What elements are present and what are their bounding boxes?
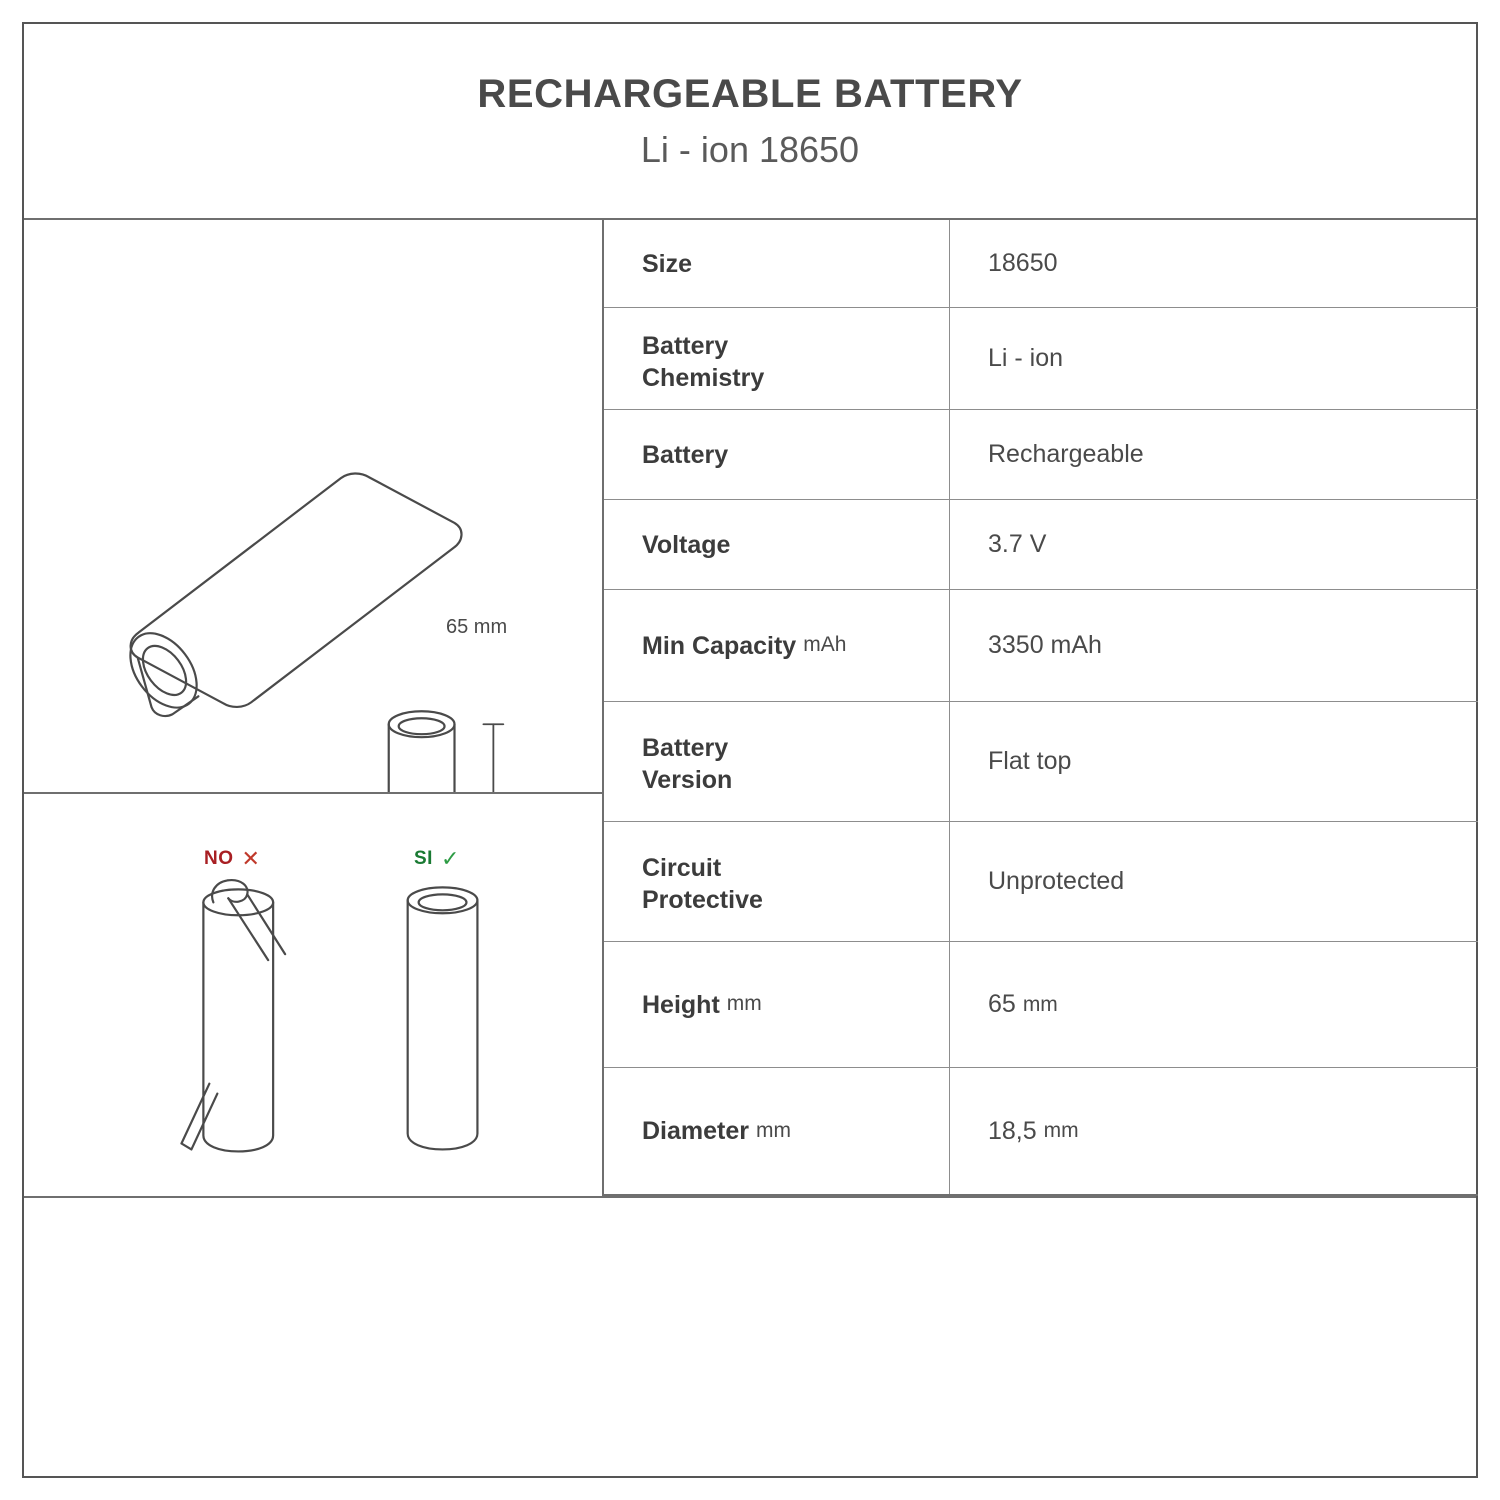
row-value-text: 3350 mAh bbox=[988, 631, 1102, 659]
table-row bbox=[604, 410, 1478, 500]
table-row bbox=[604, 500, 1478, 590]
row-value bbox=[950, 822, 1478, 941]
row-key bbox=[604, 410, 950, 499]
check-icon: ✓ bbox=[440, 846, 460, 871]
row-value-text: Unprotected bbox=[988, 867, 1125, 895]
row-key bbox=[604, 942, 950, 1067]
page-title: RECHARGEABLE BATTERY bbox=[477, 71, 1023, 116]
cross-icon: ✕ bbox=[241, 846, 261, 871]
row-value-text: 3.7 V bbox=[988, 530, 1047, 558]
row-key-text-line2: Chemistry bbox=[642, 364, 765, 392]
si-label: SI bbox=[414, 848, 433, 869]
row-value-text: Li - ion bbox=[988, 344, 1064, 372]
row-key bbox=[604, 822, 950, 941]
row-key bbox=[604, 308, 950, 409]
row-value-unit: mm bbox=[1043, 1119, 1079, 1142]
no-label: NO bbox=[204, 848, 234, 869]
row-key-unit: mAh bbox=[803, 633, 847, 657]
table-row bbox=[604, 308, 1478, 410]
row-key-unit: mm bbox=[726, 992, 762, 1016]
row-key-text-line2: Version bbox=[642, 766, 733, 794]
table-row bbox=[604, 220, 1478, 308]
specification-table bbox=[604, 220, 1478, 1196]
row-value bbox=[950, 702, 1478, 821]
row-key-text: Diameter bbox=[642, 1117, 749, 1145]
row-value-text: Rechargeable bbox=[988, 440, 1144, 468]
row-value bbox=[950, 410, 1478, 499]
row-value-text: Flat top bbox=[988, 747, 1072, 775]
row-key-text: Battery bbox=[642, 440, 729, 469]
notes-area bbox=[24, 1196, 1476, 1476]
row-value bbox=[950, 220, 1478, 307]
battery-views-drawing bbox=[24, 220, 602, 792]
row-value-text: 18,5 bbox=[988, 1116, 1037, 1145]
row-value bbox=[950, 500, 1478, 589]
row-value bbox=[950, 1068, 1478, 1194]
table-row bbox=[604, 590, 1478, 702]
table-row bbox=[604, 942, 1478, 1068]
row-value-unit: mm bbox=[1022, 992, 1058, 1016]
row-key-text-line2: Protective bbox=[642, 886, 763, 914]
row-key bbox=[604, 220, 950, 307]
row-key-text-line1: Circuit bbox=[642, 854, 722, 882]
table-row bbox=[604, 702, 1478, 822]
height-dimension-label: 65 mm bbox=[446, 616, 508, 638]
row-key-text-line1: Battery bbox=[642, 332, 729, 360]
row-key-text: Voltage bbox=[642, 530, 731, 559]
page-subtitle: Li - ion 18650 bbox=[640, 128, 860, 170]
title-block bbox=[24, 24, 1476, 220]
battery-views-panel bbox=[24, 220, 602, 794]
row-value-text: 18650 bbox=[988, 249, 1058, 277]
row-key-text: Size bbox=[642, 249, 693, 278]
row-key-unit: mm bbox=[756, 1118, 791, 1142]
row-key bbox=[604, 500, 950, 589]
table-row bbox=[604, 1068, 1478, 1196]
tabs-comparison-panel bbox=[24, 794, 602, 1196]
row-key-text: Height bbox=[642, 990, 720, 1019]
tabs-comparison-drawing bbox=[24, 794, 602, 1196]
row-key-text: Min Capacity bbox=[642, 631, 797, 660]
illustration-column bbox=[24, 220, 604, 1196]
row-value-text: 65 bbox=[988, 990, 1016, 1018]
row-value bbox=[950, 590, 1478, 701]
row-key bbox=[604, 590, 950, 701]
row-key bbox=[604, 1068, 950, 1194]
datasheet-frame bbox=[22, 22, 1478, 1478]
table-row bbox=[604, 822, 1478, 942]
row-key-text-line1: Battery bbox=[642, 734, 729, 762]
row-value bbox=[950, 308, 1478, 409]
row-key bbox=[604, 702, 950, 821]
row-value bbox=[950, 942, 1478, 1067]
